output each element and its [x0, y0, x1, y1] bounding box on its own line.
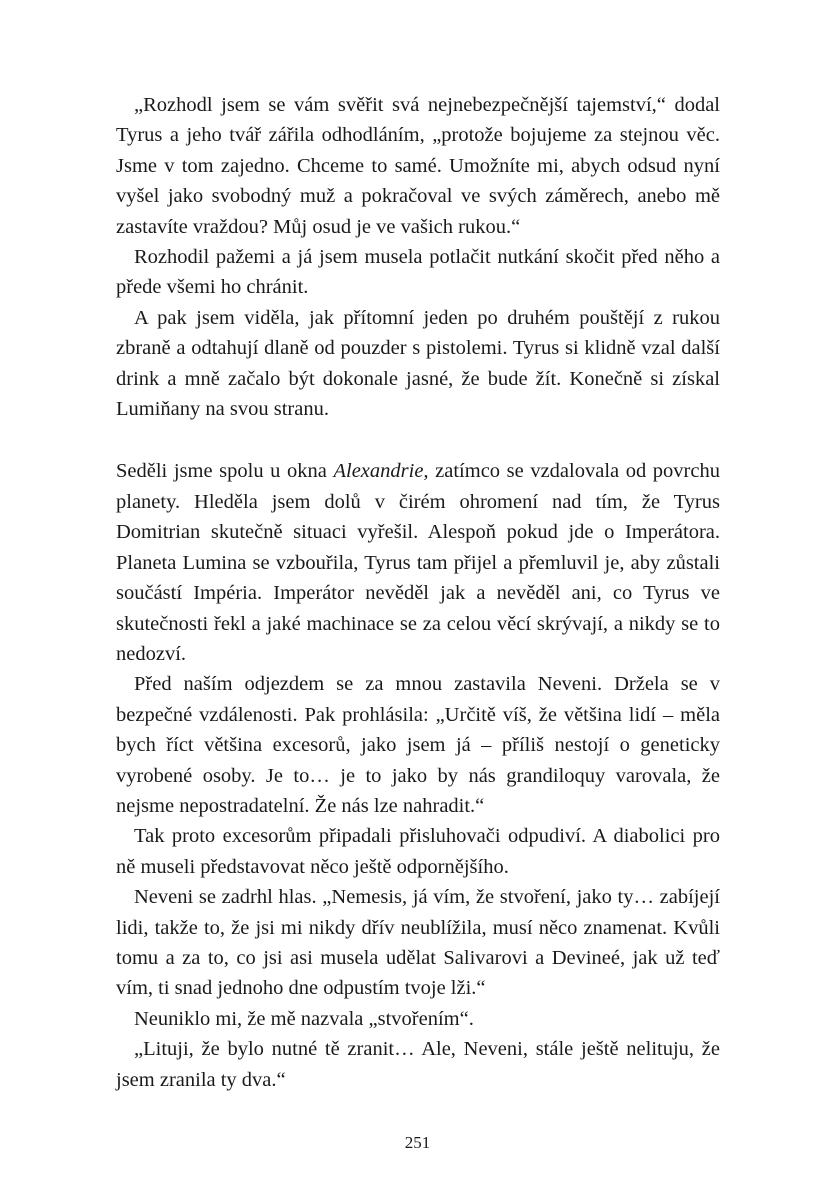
book-page: [116, 90, 720, 1095]
paragraph-arms: Rozhodil pažemi a já jsem musela potlačit nutkání skočit před něho a přede všemi ho chránit.: [116, 246, 720, 299]
paragraph-alexandria-start: Seděli jsme spolu u okna: [116, 460, 334, 483]
paragraph-weapons-lowered: A pak jsem viděla, jak přítomní jeden po druhém pouštějí z rukou zbraně a odtahují dlaně od pouzder s pistolemi. Tyrus si klidně vzal další drink a mně začalo být dokonale jasné, že bude žít. Konečně si získal Lumiňany na svou stranu.: [116, 306, 720, 421]
paragraph-neveni-speech: Před naším odjezdem se za mnou zastavila Neveni. Držela se v bezpečné vzdálenosti. Pak prohlásila: „Určitě víš, že většina lidí – měla bych říct většina excesorů, jako jsem já – příliš nestojí o geneticky vyrobené osoby. Je to… je to jako by nás grandiloquy varovala, že nejsme nepostradatelní. Že nás lze nahradit.“: [116, 673, 720, 817]
paragraph-creature: Neuniklo mi, že mě nazvala „stvořením“.: [134, 1007, 474, 1030]
paragraph-alexandria-rest: zatímco se vzdalovala od povrchu planety. Hleděla jsem dolů v čirém ohromení nad tím, že Tyrus Domitrian skutečně situaci vyřešil. Alespoň pokud jde o Imperátora. Planeta Lumina se vzbouřila, Tyrus tam přijel a přemluvil je, aby zůstali součástí Impéria. Imperátor nevěděl jak a nevěděl ani, co Tyrus ve skutečnosti řekl a jaké machinace se za celou věcí skrývají, a nikdy se to nedozví.: [116, 460, 720, 665]
paragraph-regret: „Lituji, že bylo nutné tě zranit… Ale, Neveni, stále ještě nelituju, že jsem zranila ty dva.“: [116, 1038, 720, 1091]
page-number: 251: [404, 1133, 431, 1152]
paragraph-tyrus-speech: „Rozhodl jsem se vám svěřit svá nejnebezpečnější tajemství,“ dodal Tyrus a jeho tvář zářila odhodláním, „protože bojujeme za stejnou věc. Jsme v tom zajedno. Chceme to samé. Umožníte mi, abych odsud nyní vyšel jako svobodný muž a pokračoval ve svých záměrech, anebo mě zastavíte vraždou? Můj osud je ve vašich rukou.“: [116, 94, 720, 238]
paragraph-alexandria: [116, 456, 720, 669]
section-break: [116, 424, 720, 456]
ship-name-italic: Alexandrie,: [333, 460, 429, 483]
paragraph-neveni-voice: Neveni se zadrhl hlas. „Nemesis, já vím, že stvoření, jako ty… zabíjejí lidi, takže to, že jsi mi nikdy dřív neublížila, musí něco znamenat. Kvůli tomu a za to, co jsi asi musela udělat Salivarovi a Devineé, jak už teď vím, ti snad jednoho dne odpustím tvoje lži.“: [116, 886, 720, 1000]
paragraph-excessors: Tak proto excesorům připadali přisluhovači odpudiví. A diabolici pro ně museli představovat něco ještě odpornějšího.: [116, 825, 720, 878]
